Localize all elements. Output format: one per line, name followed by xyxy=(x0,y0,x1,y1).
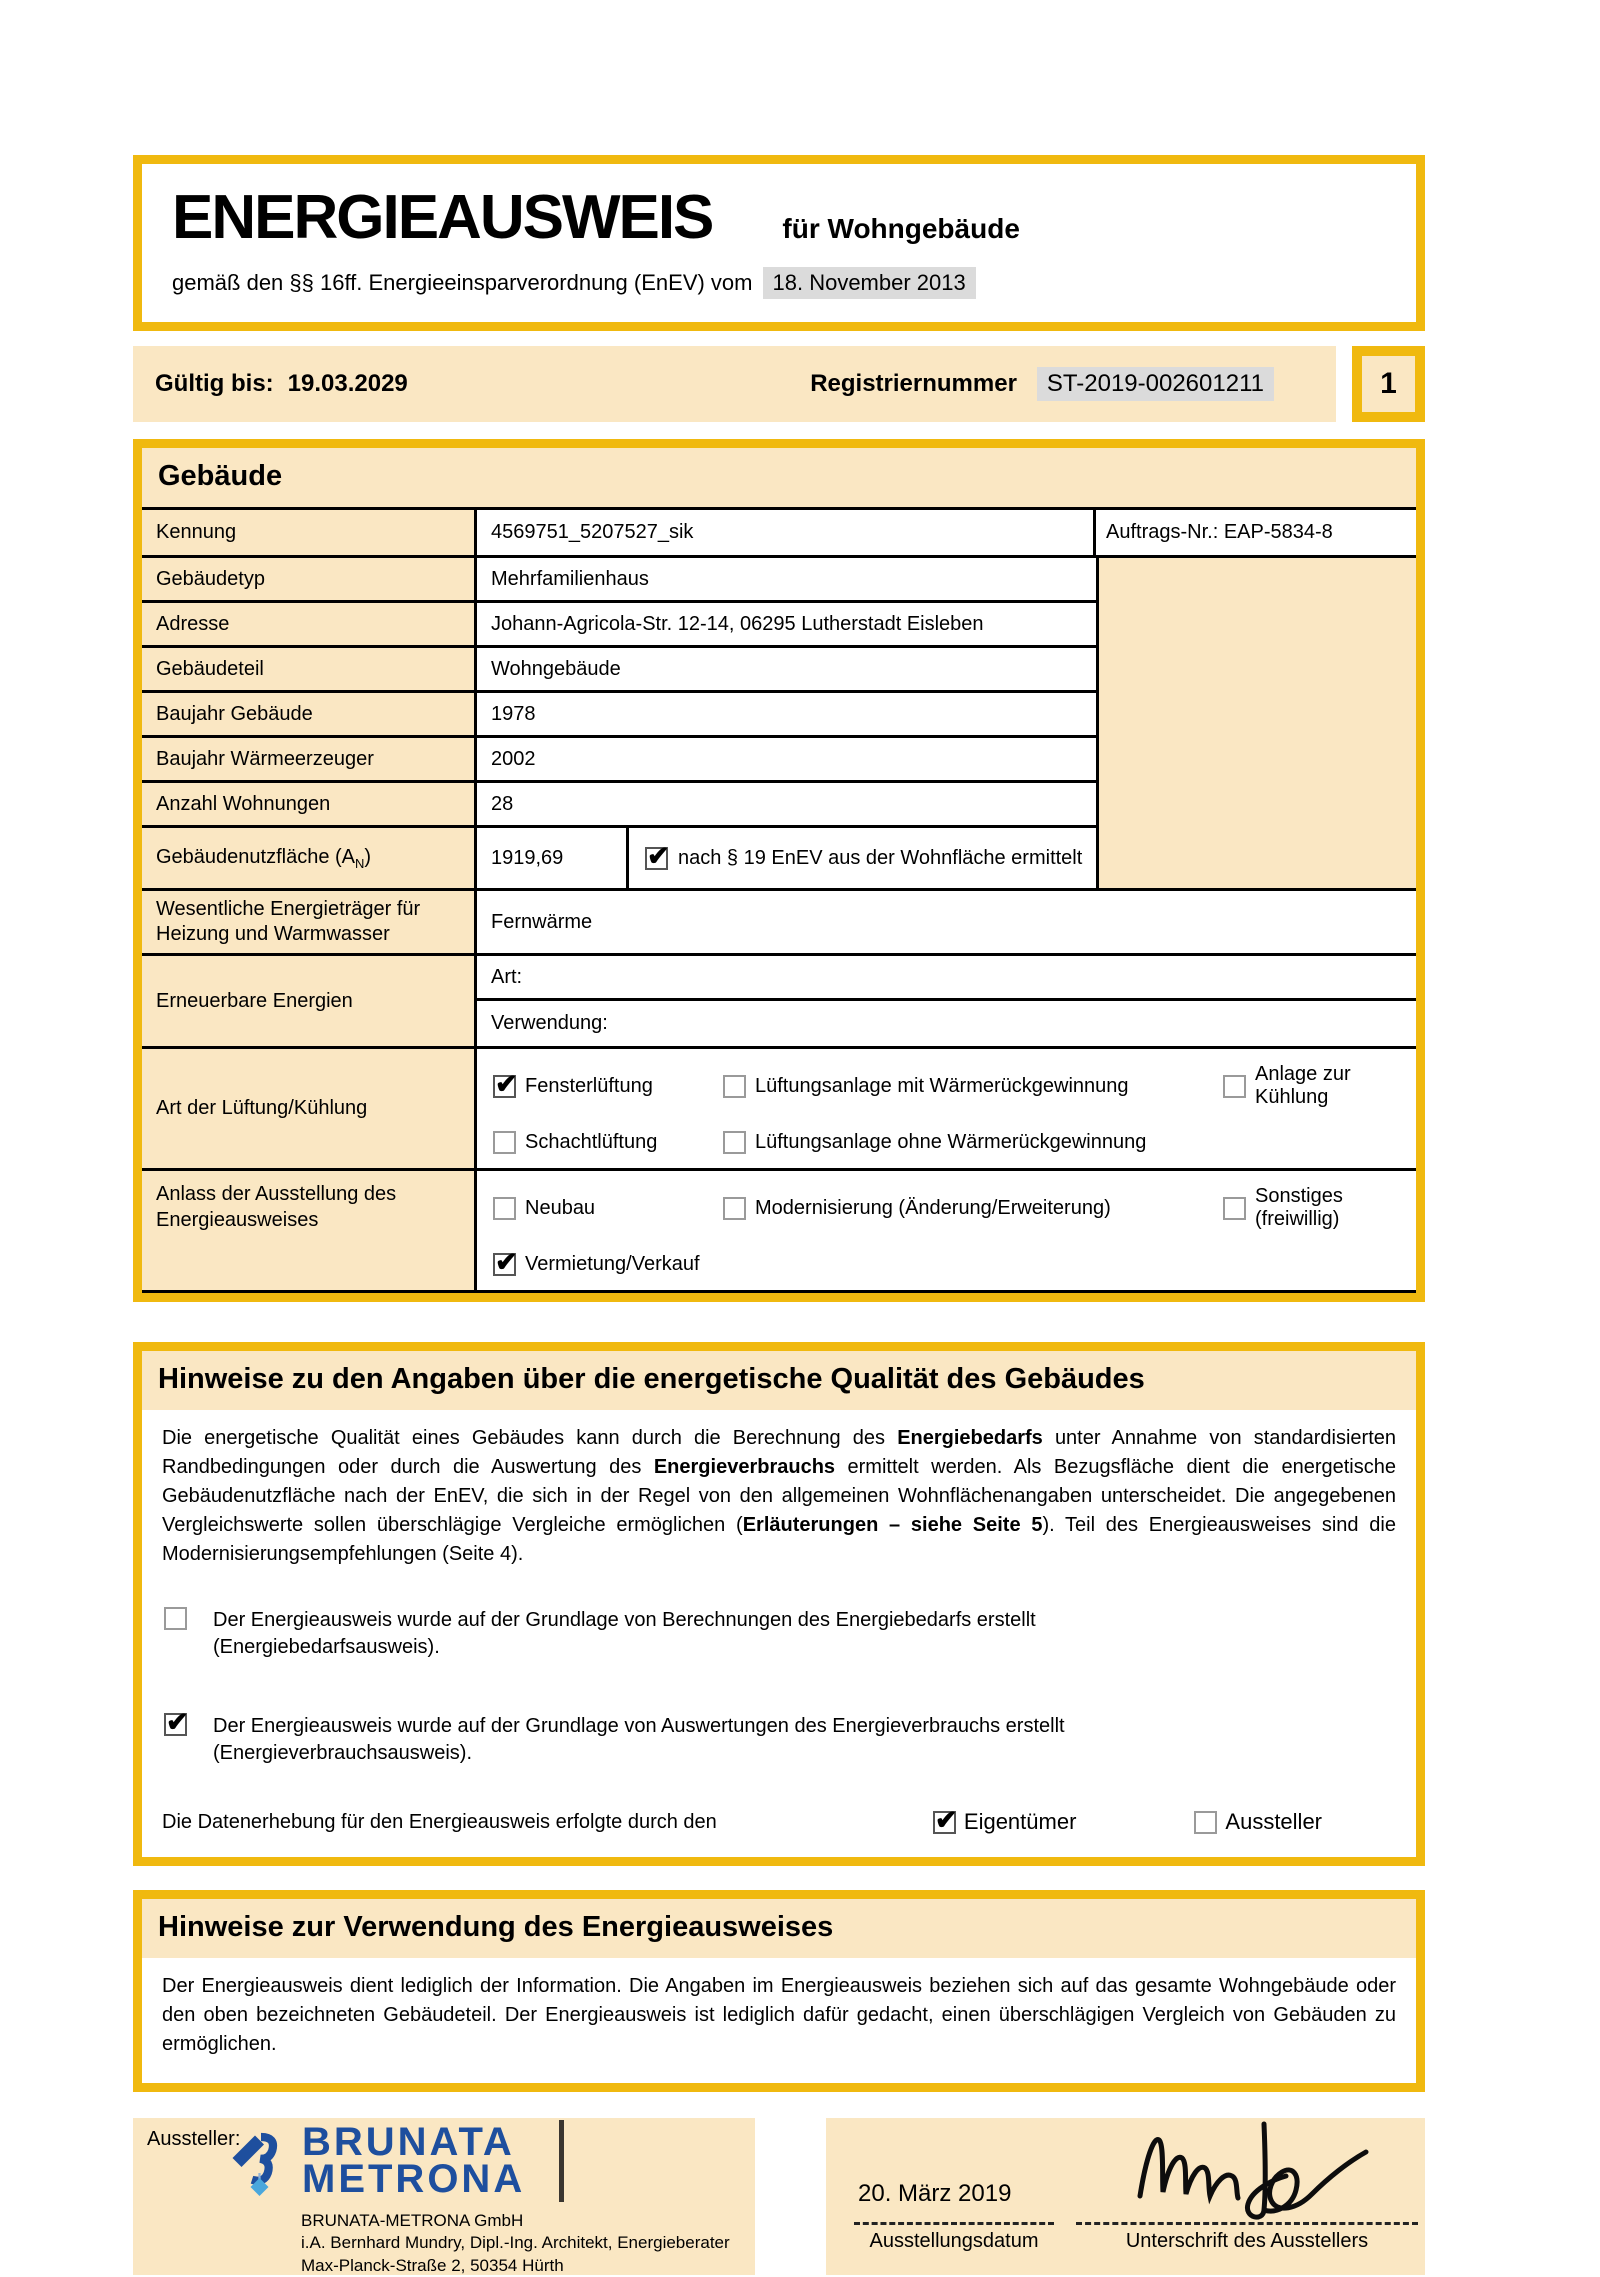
issuer-person: i.A. Bernhard Mundry, Dipl.-Ing. Architekt, Energieberater xyxy=(301,2233,730,2253)
table-row-energietraeger xyxy=(142,891,1416,956)
table-row-baujahr-waermeerzeuger xyxy=(142,738,1096,783)
checkbox-label: Eigentümer xyxy=(963,1809,1077,1834)
checkbox-lueftungsanlage-mit-wrg[interactable] xyxy=(723,1075,746,1098)
erneuerbare-art-field[interactable]: Art: xyxy=(477,956,1416,1001)
document-title: ENERGIEAUSWEIS xyxy=(172,183,713,252)
issuer-company: BRUNATA-METRONA GmbH xyxy=(301,2211,524,2230)
signature xyxy=(1126,2118,1376,2220)
checkbox-eigentuemer[interactable] xyxy=(933,1811,956,1834)
registry-number-label: Registriernummer xyxy=(810,370,1017,397)
checkbox-label: Schachtlüftung xyxy=(525,1131,658,1153)
checkbox-aussteller[interactable] xyxy=(1194,1811,1217,1834)
order-number-value: Auftrags-Nr.: EAP-5834-8 xyxy=(1096,510,1416,555)
checkbox-label: Lüftungsanlage mit Wärmerückgewinnung xyxy=(755,1074,1129,1097)
kennung-label: Kennung xyxy=(142,510,477,555)
brunata-metrona-logo xyxy=(228,2120,526,2202)
document-subtitle: für Wohngebäude xyxy=(782,213,1020,244)
table-row-baujahr-gebaeude xyxy=(142,693,1096,738)
row-label: Baujahr Gebäude xyxy=(142,693,477,735)
checkbox-label: Fensterlüftung xyxy=(525,1074,653,1097)
footer xyxy=(133,2118,1425,2275)
quality-hints-title: Hinweise zu den Angaben über die energetische Qualität des Gebäudes xyxy=(142,1351,1416,1410)
issuer-signature-line xyxy=(1076,2222,1418,2225)
table-row-anzahl-wohnungen xyxy=(142,783,1096,828)
row-label: Baujahr Wärmeerzeuger xyxy=(142,738,477,780)
table-row-lueftung xyxy=(142,1049,1416,1171)
row-label: Anzahl Wohnungen xyxy=(142,783,477,825)
nutzflaeche-note: nach § 19 EnEV aus der Wohnfläche ermittelt xyxy=(678,846,1083,869)
issuer-label: Aussteller: xyxy=(147,2128,241,2150)
logo-text: BRUNATA METRONA xyxy=(302,2124,525,2200)
row-label: Art der Lüftung/Kühlung xyxy=(142,1049,477,1168)
valid-until-date: 19.03.2029 xyxy=(287,370,408,397)
row-value: Fernwärme xyxy=(491,910,593,933)
row-label: Gebäudetyp xyxy=(142,558,477,600)
row-label: Wesentliche Energieträger für Heizung und Warmwasser xyxy=(142,891,477,953)
table-row-adresse xyxy=(142,603,1096,648)
checkbox-modernisierung[interactable] xyxy=(723,1197,746,1220)
usage-hints-section xyxy=(133,1890,1425,2092)
kennung-value: 4569751_5207527_sik xyxy=(477,510,1096,555)
valid-until-label: Gültig bis: xyxy=(155,370,274,397)
issue-date: 20. März 2019 xyxy=(858,2180,1012,2207)
checkbox-verbrauchsausweis[interactable] xyxy=(164,1713,187,1736)
row-label: Erneuerbare Energien xyxy=(142,956,477,1046)
statement-bedarfsausweis xyxy=(162,1607,1396,1661)
signature-label: Unterschrift des Ausstellers xyxy=(1125,2230,1369,2252)
checkbox-fensterlueftung[interactable] xyxy=(493,1075,516,1098)
registry-number-field[interactable]: ST-2019-002601211 xyxy=(1037,367,1274,401)
checkbox-label: Modernisierung (Änderung/Erweiterung) xyxy=(755,1196,1111,1219)
checkbox-bedarfsausweis[interactable] xyxy=(164,1607,187,1630)
page-number: 1 xyxy=(1380,367,1397,400)
validity-bar xyxy=(133,346,1336,422)
usage-hints-paragraph: Der Energieausweis dient lediglich der Information. Die Angaben im Energieausweis beziehen sich auf das gesamte Wohngebäude oder den oben bezeichneten Gebäudeteil. Der Energieausweis ist lediglich dafür gedacht, einen überschlägigen Vergleich von Gebäuden zu ermöglichen. xyxy=(162,1975,1396,2055)
checkbox-lueftungsanlage-ohne-wrg[interactable] xyxy=(723,1131,746,1154)
row-value: Mehrfamilienhaus xyxy=(491,567,649,590)
statement-line: (Energiebedarfsausweis). xyxy=(213,1636,440,1658)
checkbox-sonstiges[interactable] xyxy=(1223,1197,1246,1220)
data-collection-text: Die Datenerhebung für den Energieausweis erfolgte durch den xyxy=(162,1810,717,1833)
quality-hints-section xyxy=(133,1342,1425,1866)
row-value: Wohngebäude xyxy=(491,657,621,680)
checkbox-schachtlueftung[interactable] xyxy=(493,1131,516,1154)
usage-hints-title: Hinweise zur Verwendung des Energieausweises xyxy=(142,1899,1416,1958)
header-box xyxy=(133,155,1425,331)
page-number-badge xyxy=(1352,346,1425,422)
date-signature-line xyxy=(854,2222,1054,2225)
quality-hints-paragraph: Die energetische Qualität eines Gebäudes kann durch die Berechnung des Energiebedarfs unter Annahme von standardisierten Randbedingungen oder durch die Auswertung des Energieverbrauchs ermittelt werden. Als Bezugsfläche dient die energetische Gebäudenutzfläche nach der EnEV, die sich in der Regel von den allgemeinen Wohnflächenangaben unterscheidet. Die angegebenen Vergleichswerte sollen überschlägige Vergleiche ermöglichen (Erläuterungen – siehe Seite 5). Teil des Energieausweises sind die Modernisierungsempfehlungen (Seite 4). xyxy=(162,1427,1397,1565)
table-row-gebaeudeteil xyxy=(142,648,1096,693)
table-row-erneuerbare-energien xyxy=(142,956,1416,1049)
table-row-kennung xyxy=(142,510,1416,558)
checkbox-vermietung-verkauf[interactable] xyxy=(493,1253,516,1276)
building-section-title: Gebäude xyxy=(142,448,1416,507)
row-value: 1978 xyxy=(491,702,536,725)
row-label: Adresse xyxy=(142,603,477,645)
row-value: 28 xyxy=(491,792,514,815)
table-side-rail xyxy=(1099,558,1416,888)
table-row-gebaeudetyp xyxy=(142,558,1096,603)
issuer-block xyxy=(133,2118,755,2275)
row-value: Johann-Agricola-Str. 12-14, 06295 Lutherstadt Eisleben xyxy=(491,612,984,635)
statement-line: Der Energieausweis wurde auf der Grundlage von Auswertungen des Energieverbrauchs erstellt xyxy=(213,1715,1065,1737)
checkbox-label: Neubau xyxy=(525,1196,596,1219)
building-section xyxy=(133,439,1425,1302)
checkbox-anlage-kuehlung[interactable] xyxy=(1223,1075,1246,1098)
table-row-anlass xyxy=(142,1171,1416,1293)
row-label: Gebäudenutzfläche $(A_N)$ xyxy=(142,828,477,888)
row-label: Anlass der Ausstellung des Energieausweises xyxy=(142,1171,477,1290)
checkbox-label: Lüftungsanlage ohne Wärmerückgewinnung xyxy=(755,1131,1147,1153)
checkbox-neubau[interactable] xyxy=(493,1197,516,1220)
table-row-gebaeudenutzflaeche xyxy=(142,828,1096,888)
law-date-field[interactable]: 18. November 2013 xyxy=(763,267,976,299)
erneuerbare-verwendung-field[interactable]: Verwendung: xyxy=(491,1012,608,1034)
law-reference-text: gemäß den §§ 16ff. Energieeinsparverordnung (EnEV) vom xyxy=(172,270,753,295)
statement-verbrauchsausweis xyxy=(162,1713,1396,1767)
logo-vertical-bar xyxy=(559,2120,564,2202)
checkbox-label: Anlage zur Kühlung xyxy=(1255,1063,1351,1108)
data-collection-row xyxy=(162,1809,1396,1835)
issue-date-label: Ausstellungsdatum xyxy=(869,2230,1039,2252)
checkbox-nutzflaeche-enev[interactable] xyxy=(645,847,668,870)
signature-block xyxy=(826,2118,1425,2275)
issuer-address: Max-Planck-Straße 2, 50354 Hürth xyxy=(301,2255,564,2275)
checkbox-label: Sonstiges (freiwillig) xyxy=(1255,1185,1343,1230)
row-label: Gebäudeteil xyxy=(142,648,477,690)
checkbox-label: Aussteller xyxy=(1225,1809,1322,1834)
statement-line: (Energieverbrauchsausweis). xyxy=(213,1742,473,1764)
statement-line: Der Energieausweis wurde auf der Grundlage von Berechnungen des Energiebedarfs erstellt xyxy=(213,1609,1036,1631)
logo-icon xyxy=(228,2128,294,2200)
checkbox-label: Vermietung/Verkauf xyxy=(525,1253,700,1275)
nutzflaeche-value: 1919,69 xyxy=(477,828,629,888)
row-value: 2002 xyxy=(491,747,536,770)
